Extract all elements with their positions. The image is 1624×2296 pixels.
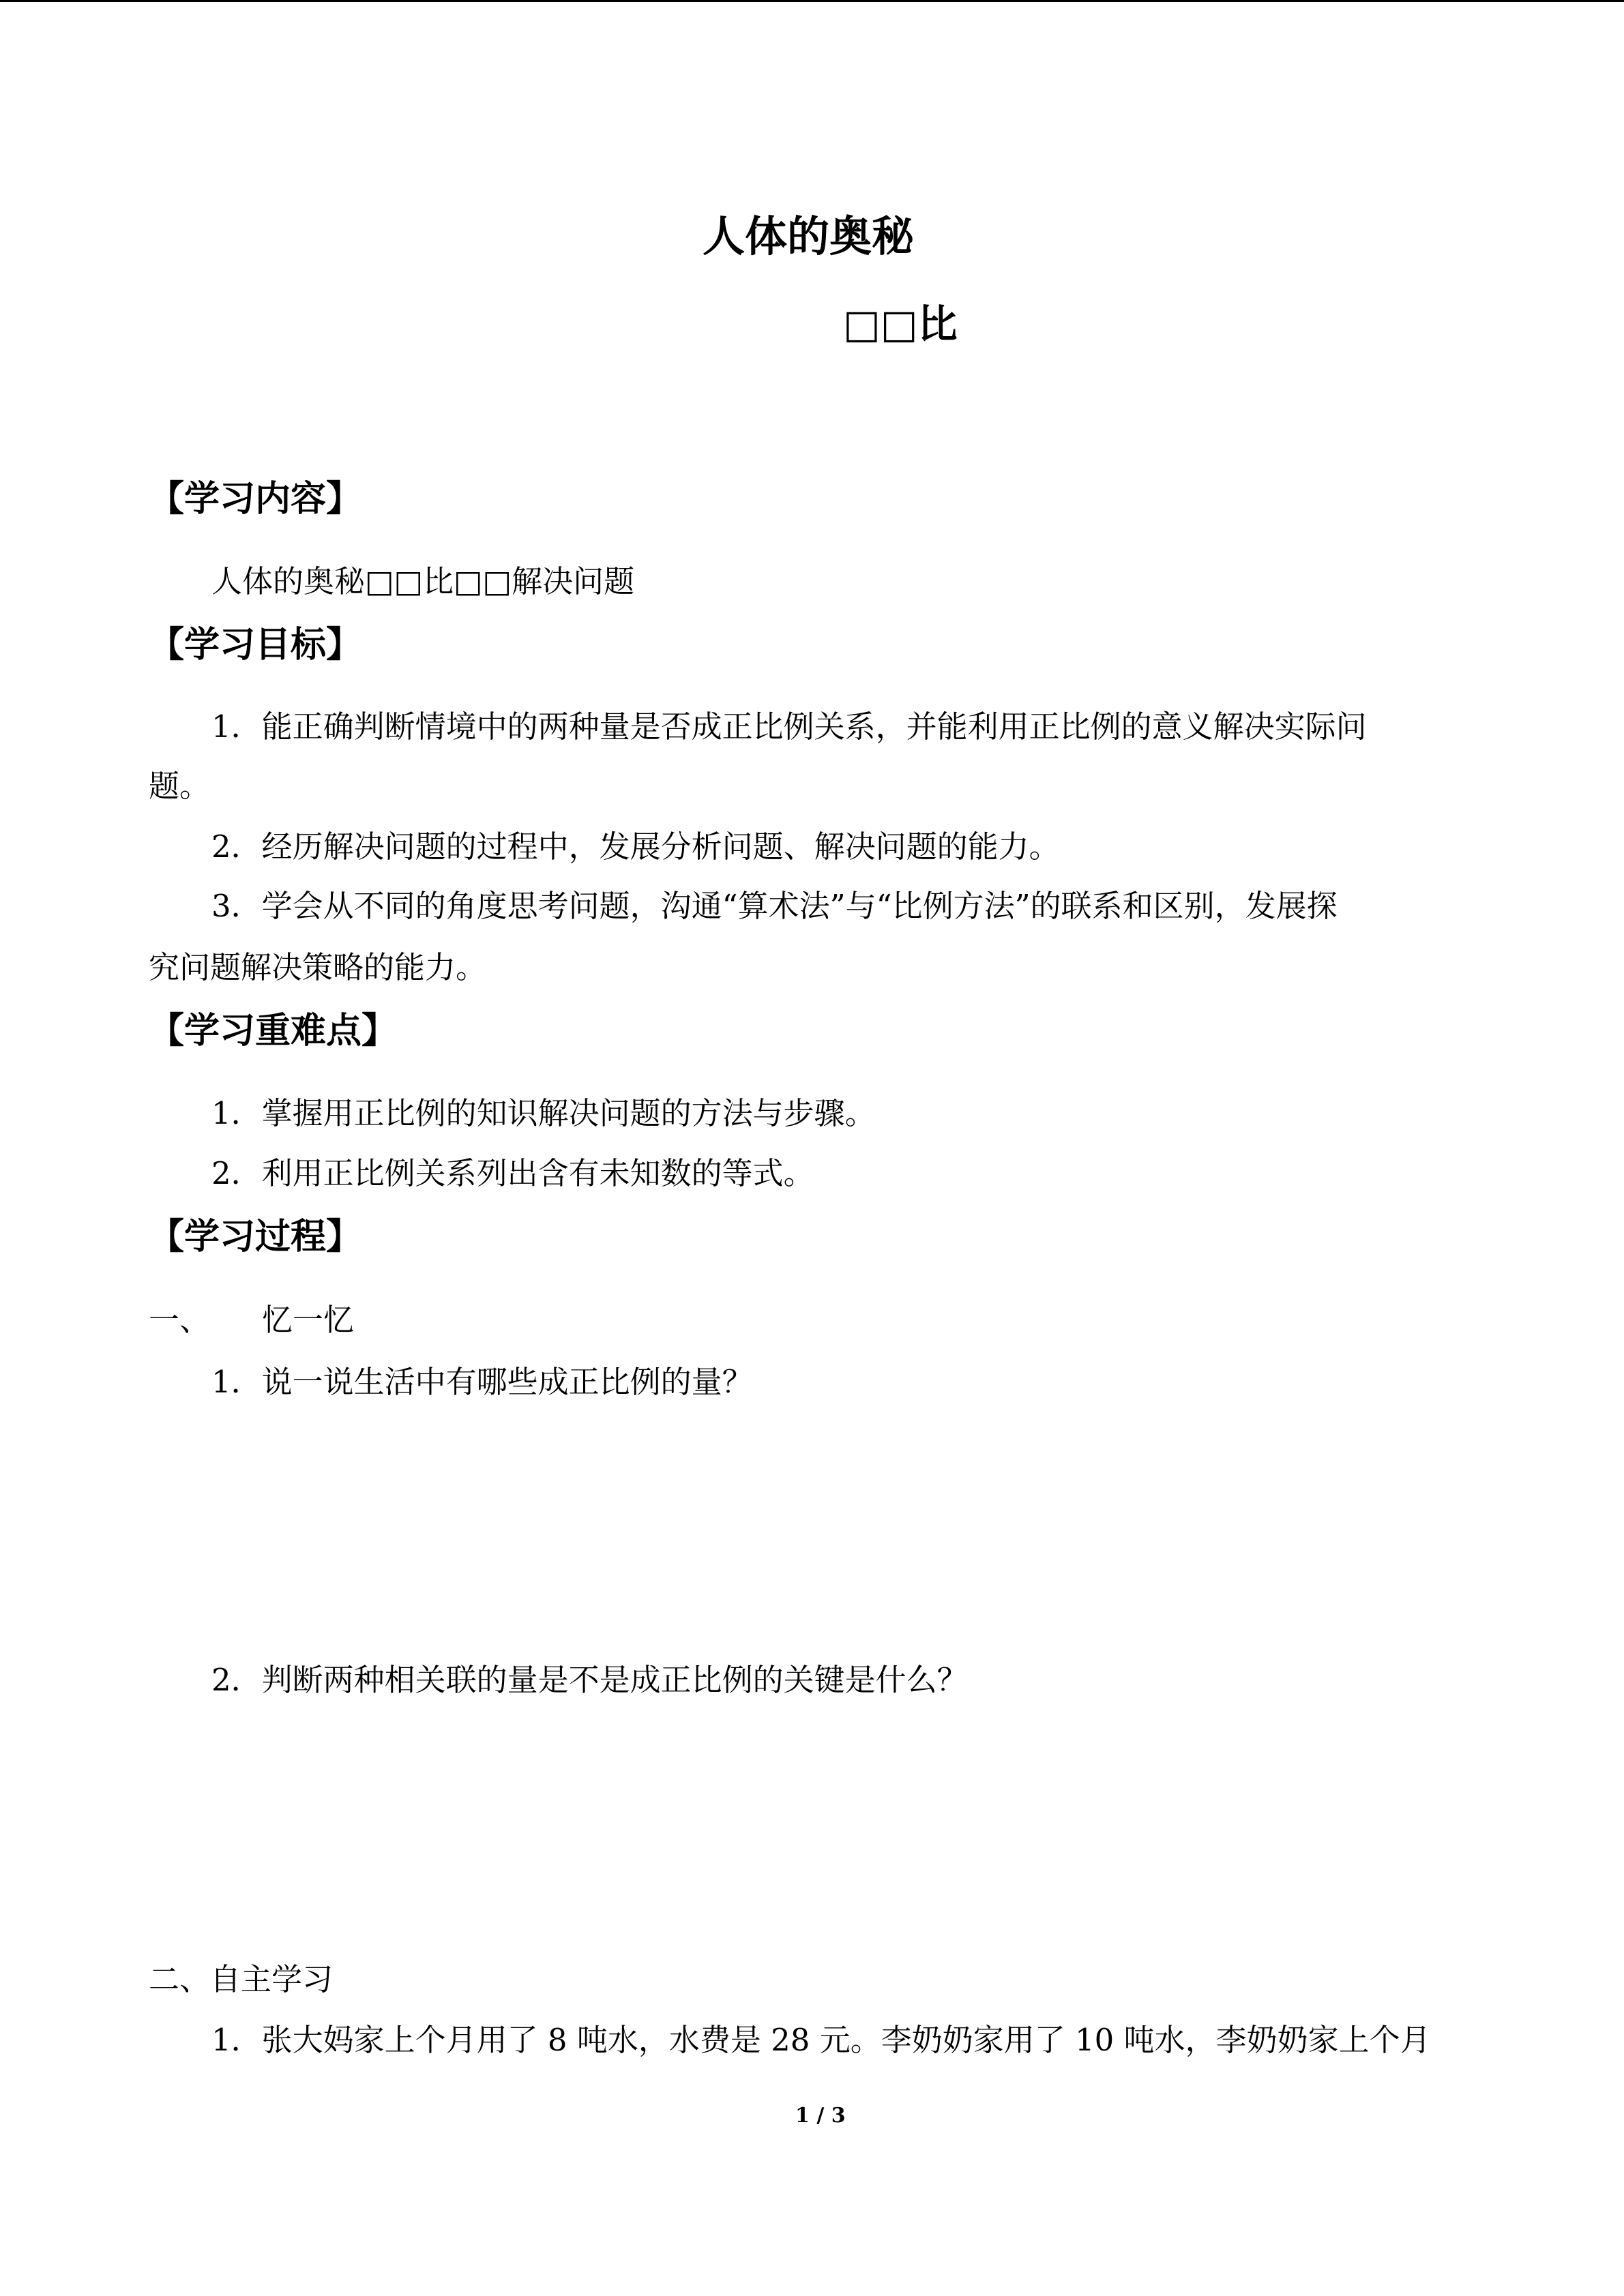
part-2-question-1: 1．张大妈家上个月用了 8 吨水，水费是 28 元。李奶奶家用了 10 吨水，李奶奶家上个月 bbox=[211, 2022, 1431, 2058]
part-1-number: 一、 bbox=[149, 1302, 211, 1338]
goal-item-3-line-1: 3．学会从不同的角度思考问题，沟通“算术法”与“比例方法”的联系和区别，发展探 bbox=[211, 888, 1338, 924]
part-1-question-1: 1．说一说生活中有哪些成正比例的量？ bbox=[211, 1364, 753, 1400]
goal-item-2: 2．经历解决问题的过程中，发展分析问题、解决问题的能力。 bbox=[211, 829, 1060, 865]
part-1-title: 忆一忆 bbox=[262, 1302, 355, 1338]
goal-item-3-line-2: 究问题解决策略的能力。 bbox=[149, 949, 487, 985]
top-border-line bbox=[0, 0, 1624, 2]
goal-item-1-line-2: 题。 bbox=[149, 768, 211, 804]
document-subtitle: □□比 bbox=[843, 301, 958, 347]
heading-learning-content: 【学习内容】 bbox=[149, 479, 362, 520]
page-number: 1 / 3 bbox=[795, 2104, 846, 2128]
part-2-title: 二、自主学习 bbox=[149, 1961, 334, 1997]
document-title: 人体的奥秘 bbox=[703, 211, 915, 261]
key-point-item-2: 2．利用正比例关系列出含有未知数的等式。 bbox=[211, 1155, 814, 1191]
heading-learning-goals: 【学习目标】 bbox=[149, 625, 362, 666]
goal-item-1-line-1: 1．能正确判断情境中的两种量是否成正比例关系，并能利用正比例的意义解决实际问 bbox=[211, 709, 1367, 745]
heading-key-points: 【学习重难点】 bbox=[149, 1011, 398, 1052]
key-point-item-1: 1．掌握用正比例的知识解决问题的方法与步骤。 bbox=[211, 1095, 876, 1131]
learning-content-text: 人体的奥秘□□比□□解决问题 bbox=[211, 563, 635, 599]
part-1-question-2: 2．判断两种相关联的量是不是成正比例的关键是什么？ bbox=[211, 1662, 968, 1698]
heading-learning-process: 【学习过程】 bbox=[149, 1217, 362, 1257]
